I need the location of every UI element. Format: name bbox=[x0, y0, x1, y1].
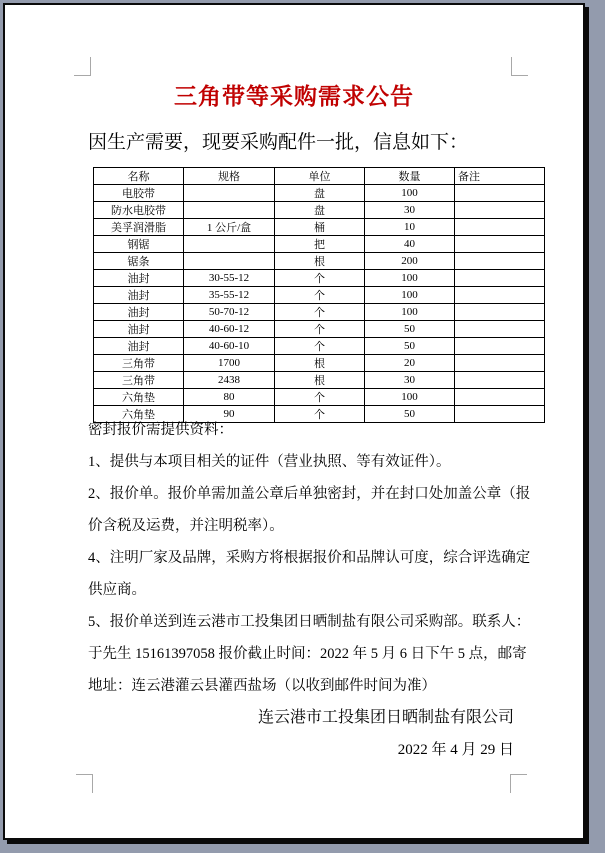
table-cell: 美孚润滑脂 bbox=[94, 219, 184, 236]
table-cell bbox=[184, 253, 275, 270]
table-row bbox=[94, 321, 545, 338]
table-cell: 盘 bbox=[275, 202, 365, 219]
table-cell: 1700 bbox=[184, 355, 275, 372]
column-header: 数量 bbox=[365, 168, 455, 185]
table-cell bbox=[455, 372, 545, 389]
table-cell: 40-60-10 bbox=[184, 338, 275, 355]
paragraph: 4、注明厂家及品牌，采购方将根据报价和品牌认可度，综合评选确定供应商。 bbox=[88, 550, 531, 598]
table-cell: 油封 bbox=[94, 270, 184, 287]
table-cell: 个 bbox=[275, 338, 365, 355]
table-cell: 30-55-12 bbox=[184, 270, 275, 287]
table-cell: 90 bbox=[184, 406, 275, 423]
table-cell: 30 bbox=[365, 372, 455, 389]
table-cell: 30 bbox=[365, 202, 455, 219]
table-cell bbox=[455, 304, 545, 321]
table-cell: 钢锯 bbox=[94, 236, 184, 253]
table-cell: 根 bbox=[275, 355, 365, 372]
table-cell: 油封 bbox=[94, 304, 184, 321]
table-row bbox=[94, 185, 545, 202]
table-cell: 100 bbox=[365, 389, 455, 406]
column-header: 单位 bbox=[275, 168, 365, 185]
table-cell: 40 bbox=[365, 236, 455, 253]
table-cell: 油封 bbox=[94, 287, 184, 304]
table-cell: 六角垫 bbox=[94, 389, 184, 406]
table-cell: 个 bbox=[275, 287, 365, 304]
document-page[interactable] bbox=[3, 3, 585, 840]
table-cell bbox=[455, 236, 545, 253]
table-cell: 六角垫 bbox=[94, 406, 184, 423]
table-row bbox=[94, 270, 545, 287]
table-row bbox=[94, 355, 545, 372]
column-header: 名称 bbox=[94, 168, 184, 185]
table-cell: 桶 bbox=[275, 219, 365, 236]
table-cell: 个 bbox=[275, 389, 365, 406]
table-cell: 100 bbox=[365, 287, 455, 304]
table-cell: 2438 bbox=[184, 372, 275, 389]
table-cell bbox=[455, 185, 545, 202]
table-cell: 根 bbox=[275, 253, 365, 270]
table-cell: 三角带 bbox=[94, 355, 184, 372]
table-cell: 20 bbox=[365, 355, 455, 372]
crop-mark-top-left-icon bbox=[74, 57, 91, 76]
crop-mark-bottom-left-icon bbox=[76, 774, 93, 793]
table-header-row bbox=[94, 168, 545, 185]
table-cell: 盘 bbox=[275, 185, 365, 202]
paragraph: 1、提供与本项目相关的证件（营业执照、等有效证件）。 bbox=[88, 454, 451, 470]
table-cell: 个 bbox=[275, 406, 365, 423]
date-line: 2022 年 4 月 29 日 bbox=[397, 742, 514, 758]
table-cell: 根 bbox=[275, 372, 365, 389]
table-cell bbox=[184, 236, 275, 253]
table-cell: 40-60-12 bbox=[184, 321, 275, 338]
table-cell bbox=[455, 270, 545, 287]
table-cell: 油封 bbox=[94, 321, 184, 338]
table-cell: 把 bbox=[275, 236, 365, 253]
table-cell bbox=[455, 287, 545, 304]
table-cell: 1 公斤/盒 bbox=[184, 219, 275, 236]
paragraph: 密封报价需提供资料： bbox=[88, 422, 233, 438]
table-row bbox=[94, 389, 545, 406]
table-cell: 50 bbox=[365, 321, 455, 338]
notice-paragraphs bbox=[88, 414, 540, 766]
table-row bbox=[94, 219, 545, 236]
column-header: 备注 bbox=[455, 168, 545, 185]
table-row bbox=[94, 338, 545, 355]
table-cell: 油封 bbox=[94, 338, 184, 355]
table-cell bbox=[455, 338, 545, 355]
table-cell bbox=[455, 355, 545, 372]
table-cell: 防水电胶带 bbox=[94, 202, 184, 219]
table-cell bbox=[455, 321, 545, 338]
signature-line: 连云港市工投集团日晒制盐有限公司 bbox=[257, 709, 514, 726]
table-cell: 80 bbox=[184, 389, 275, 406]
table-cell bbox=[455, 202, 545, 219]
table-row bbox=[94, 372, 545, 389]
table-cell: 三角带 bbox=[94, 372, 184, 389]
table-row bbox=[94, 236, 545, 253]
table-cell: 10 bbox=[365, 219, 455, 236]
table-cell bbox=[455, 219, 545, 236]
table-cell: 100 bbox=[365, 304, 455, 321]
paragraph: 5、报价单送到连云港市工投集团日晒制盐有限公司采购部。联系人：于先生 15161397058 报价截止时间：2022 年 5 月 6 日下午 5 点，邮寄地址：连云港灌云县灌西盐场（以收到邮件时间为准） bbox=[88, 614, 531, 694]
items-table bbox=[93, 167, 545, 423]
table-cell: 200 bbox=[365, 253, 455, 270]
paragraph: 2、报价单。报价单需加盖公章后单独密封，并在封口处加盖公章（报价含税及运费，并注明税率）。 bbox=[88, 486, 531, 534]
table-cell: 个 bbox=[275, 270, 365, 287]
table-row bbox=[94, 287, 545, 304]
table-row bbox=[94, 304, 545, 321]
page-title: 三角带等采购需求公告 bbox=[174, 84, 414, 109]
table-row bbox=[94, 253, 545, 270]
table-cell: 50 bbox=[365, 338, 455, 355]
table-cell: 100 bbox=[365, 270, 455, 287]
crop-mark-top-right-icon bbox=[511, 57, 528, 76]
table-cell bbox=[455, 389, 545, 406]
table-cell bbox=[455, 253, 545, 270]
intro-text: 因生产需要，现要采购配件一批，信息如下： bbox=[88, 132, 469, 153]
table-cell bbox=[184, 202, 275, 219]
table-cell: 50-70-12 bbox=[184, 304, 275, 321]
table-row bbox=[94, 202, 545, 219]
table-cell: 100 bbox=[365, 185, 455, 202]
table-cell: 个 bbox=[275, 304, 365, 321]
table-cell: 50 bbox=[365, 406, 455, 423]
column-header: 规格 bbox=[184, 168, 275, 185]
table-cell: 锯条 bbox=[94, 253, 184, 270]
table-cell: 电胶带 bbox=[94, 185, 184, 202]
crop-mark-bottom-right-icon bbox=[510, 774, 527, 793]
table-cell bbox=[184, 185, 275, 202]
table-cell: 个 bbox=[275, 321, 365, 338]
table-cell: 35-55-12 bbox=[184, 287, 275, 304]
